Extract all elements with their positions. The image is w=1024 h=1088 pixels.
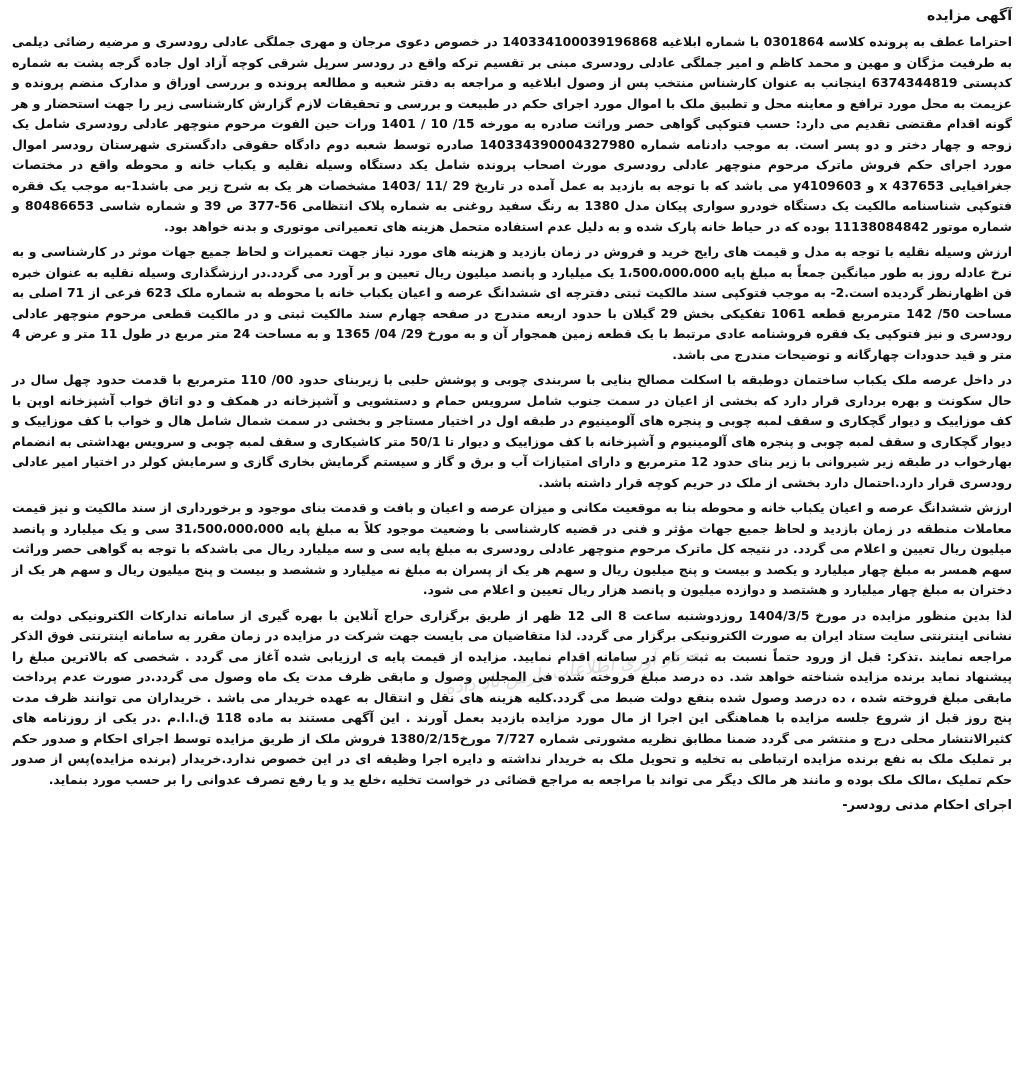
notice-paragraph-5: لذا بدین منظور مزایده در مورخ 1404/3/5 روزدوشنبه ساعت 8 الی 12 ظهر از طریق برگزاری حراج آنلاین با بهره گیری از سامانه تدارکات الکترونیکی دولت به نشانی اینترنتی سایت ستاد ایران به صورت الکترونیکی برگزار می گردد. لذا متقاضیان می بایست جهت شرکت در مزایده در زمان مقرر به سامانه اینترنتی فوق الذکر مراجعه نمایند .تذکر: قبل از ورود حتماً نسبت به ثبت نام در سامانه اقدام نمایید. مزایده از قیمت پایه ی ارزیابی شده آغاز می گردد . شخصی که بالاترین مبلغ را پیشنهاد نماید برنده مزایده شناخته خواهد شد. ده درصد مبلغ فروخته شده فی المجلس وصول و مابقی ظرف مدت یک ماه وصول می گردد.در صورت عدم پرداخت مابقی مبلغ فروخته شده ، ده درصد وصول شده بنفع دولت ضبط می گردد.کلیه هزینه های نقل و انتقال به عهده خریدار می باشد . خریداران می توانند ظرف مدت پنج روز قبل از شروع جلسه مزایده با هماهنگی این اجرا از مال مورد مزایده بازدید بعمل آورند . این آگهی مستند به ماده 118 ق.ا.ا.م .در یکی از روزنامه های کثیرالانتشار محلی درج و منتشر می گردد ضمنا مطابق نظریه مشورتی شماره 7/727 مورخ1380/2/15 فروش ملک از طریق مزایده توسط اجرای احکام و صدور حکم بر تملیک ملک به نفع برنده مزایده ارتباطی به تخلیه و تحویل ملک به خریدار نداشته و دایره اجرا وظیفه ای در این خصوص ندارد.خریدار (برنده مزایده)پس از صدور حکم تملیک ،مالک ملک بوده و مانند هر مالک دیگر می تواند با مراجعه به مراجع قضائی در خواست تخلیه ،خلع ید و یا رفع تصرف عدوانی را بر حسب مورد بنماید. bbox=[12, 607, 1012, 787]
notice-paragraph-2: ارزش وسیله نقلیه با توجه به مدل و قیمت های رایج خرید و فروش در زمان بازدید و هزینه های مورد نیاز جهت تعمیرات و لحاظ جمیع جهات موثر در کارشناسی و به نرخ عادله روز به طور میانگین جمعاً به مبلغ پایه 1،500،000،000 یک میلیارد و پانصد میلیون ریال تعیین و بر آورد می گردد.در ارزشگذاری وسیله نقلیه به عنوان خبره فن اظهارنظر گردیده است.2- به موجب فتوکپی سند مالکیت ثبتی دفترچه ای ششدانگ عرصه و اعیان یکباب خانه با محوطه به شماره ملک 623 فرعی از 71 اصلی به مساحت 50/ 142 مترمربع قطعه 1061 تفکیکی بخش 29 گیلان با حدود اربعه مندرج در صفحه چهارم سند مالکیت ثبتی و در مالکیت قطعی مرحوم منوچهر عادلی رودسری و نیز فتوکپی یک فقره فروشنامه عادی مرتبط با یک قطعه زمین همجوار آن و به مورخ 29/ 04/ 1365 و به مساحت 24 متر مربع در طول 11 متر و عرض 4 متر و قید حدودات چهارگانه و توضیحات مندرج می باشد. bbox=[12, 244, 1013, 362]
notice-paragraph-1: احتراما عطف به پرونده کلاسه 0301864 با شماره ابلاغیه 140334100039196868 در خصوص دعوی مرجان و مهری جملگی عادلی رودسری و مرضیه رضائی دیلمی به طرفیت مژگان و مهین و محمد کاظم و امیر جملگی عادلی رودسری مبنی بر تقسیم ترکه واقع در رودسر سرپل شرقی کوچه آزاد اول جاده گرجه پشت به شماره کدپستی 6374344819 اینجانب به عنوان کارشناس منتخب پس از وصول ابلاغیه و مراجعه به دفتر شعبه و مطالعه پرونده و بررسی اوراق و مدارک منضم پرونده و عزیمت به محل مورد ترافع و معاینه محل و تطبیق ملک با اموال مورد اجرای حکم در طبیعت و بررسی و تحقیقات لازم گزارش کارشناسی زیر را جهت استحضار و هر گونه اقدام مقتضی تقدیم می دارد: حسب فتوکپی گواهی حصر وراثت صادره به مورخه 15/ 10 / 1401 ورات حین الفوت مرحوم منوچهر عادلی رودسری شامل یک زوجه و چهار دختر و دو پسر است. به موجب دادنامه شماره 140334390004327980 صادره توسط شعبه دوم دادگاه حقوقی دادگستری شهرستان رودسر اموال مورد اجرای حکم فروش ماترک مرحوم منوچهر عادلی رودسری مورث اصحاب پرونده شامل یکد دستگاه وسیله نقلیه و یکباب خانه و محوطه واقع در مختصات جغرافیایی 437653 x و y4109603 می باشد که با توجه به بازدید به عمل آمده در تاریخ 29 /11 /1403 مشخصات هر یک به شرح زیر می باشد1-به موجب یک فقره فتوکپی شناسنامه مالکیت یک دستگاه خودرو سواری پیکان مدل 1380 به رنگ سفید روغنی به شماره پلاک انتظامی 56-377 ص 39 و شماره شاسی 80486653 و شماره موتور 11138084842 بوده که در حیاط خانه پارک شده و به دلیل عدم استفاده متحمل هزینه های تعمیراتی موتوری و بدنه خواهد بود. bbox=[12, 34, 1012, 234]
notice-title: آگهی مزایده bbox=[926, 8, 1012, 24]
notice-paragraph-4: ارزش ششدانگ عرصه و اعیان یکباب خانه و محوطه بنا به موقعیت مکانی و میزان عرصه و اعیان و بافت و قدمت بنای موجود و برخورداری از سند مالکیت و نیز قیمت معاملات منطقه در زمان بازدید و لحاظ جمیع جهات مؤثر و فنی در قضیه کارشناسی با وضعیت موجود کلاً به مبلغ پایه 31،500،000،000 سی و یک میلیارد و پانصد میلیون ریال تعیین و اعلام می گردد. در نتیجه کل ماترک مرحوم منوچهر عادلی رودسری به مبلغ پایه سی و سه میلیارد ریال می باشدکه با توجه به گواهی حصر وراثت سهم همسر به مبلغ چهار میلیارد و یکصد و بیست و پنج میلیون ریال و سهم هر یک از پسران به مبلغ نه میلیارد و ششصد و بیست و پنج میلیون ریال و سهم هر یک از دختران به مبلغ چهار میلیارد و هشتصد و دوازده میلیون و پانصد هزار ریال تعیین و اعلام می شود. bbox=[12, 500, 1012, 597]
notice-signature: اجرای احکام مدنی رودسر- bbox=[842, 798, 1012, 813]
watermark: مرکز آوری اطلاعات پارس ناد داده bbox=[443, 642, 701, 699]
notice-paragraph-3: در داخل عرصه ملک یکباب ساختمان دوطبقه با اسکلت مصالح بنایی با سربندی چوبی و پوشش حلبی با زیربنای حدود 00/ 110 مترمربع با قدمت حدود چهل سال در حال سکونت و بهره برداری قرار دارد که بخشی از اعیان در سمت جنوب شامل سرویس حمام و دستشویی و آشپزخانه در همکف و دو اتاق خواب آشپزخانه اوپن با کف موزاییک و دیوار گچکاری و سقف لمبه چوبی و پنجره های آلومینیوم در طبقه اول در اختیار مستاجر و بخشی در سمت شمال شامل هال و خواب با کف موزاییک و دیوار گچکاری و سقف لمبه چوبی و پنجره های آلومینیوم و آشپزخانه با کف موزاییک و دیوار تا 50/1 متر کاشیکاری و سقف لمبه چوبی و سرویس بهداشتی به انضمام بهارخواب در طبقه زیر شیروانی با زیر بنای حدود 12 مترمربع و دارای امتیازات آب و برق و گاز و سیستم گرمایش بخاری گازی و سرمایش کولر در اختیار امیر عادلی رودسری قرار دارد.احتمال دارد بخشی از ملک در حریم کوچه قرار داشته باشد. bbox=[12, 372, 1013, 490]
